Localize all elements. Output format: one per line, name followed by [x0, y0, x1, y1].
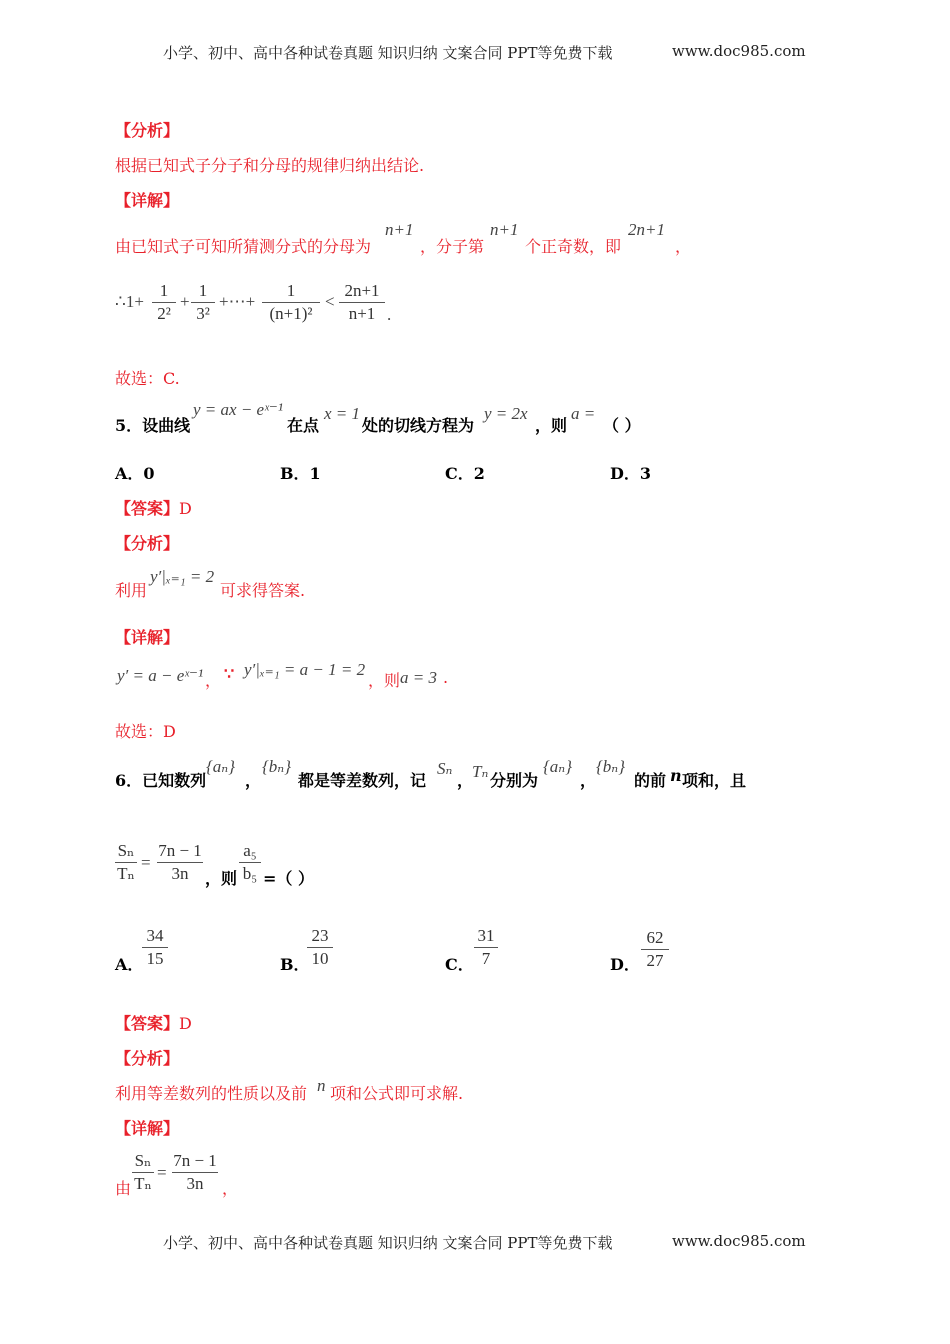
q6-analysis-n: n: [317, 1076, 326, 1095]
q5-detail-expr-2: y′|ₓ₌₁ = a − 1 = 2: [244, 660, 366, 679]
q6-detail-left-den: Tₙ: [134, 1174, 152, 1193]
q4-frac-3: [262, 281, 320, 324]
q4-frac-2-num: 1: [198, 281, 208, 300]
q6-detail-tag: 【详解】: [115, 1119, 180, 1138]
q4-frac-1-num: 1: [159, 281, 169, 300]
q6-option-b-frac: [307, 926, 333, 969]
q6-answer-value: D: [179, 1014, 192, 1033]
q5-option-b-letter: B．: [280, 464, 310, 483]
q5-then: ，则: [535, 416, 568, 435]
q6-detail-left-num: Sₙ: [134, 1151, 152, 1170]
q6-option-a-num: 34: [146, 926, 164, 945]
q4-ineq-lead: ∴1+: [115, 292, 144, 311]
q6-ratio-left-den: Tₙ: [117, 864, 135, 883]
q5-option-d-value: 3: [639, 464, 652, 483]
q6-option-c-letter: C．: [445, 955, 474, 974]
q6-analysis-pre: 利用等差数列的性质以及前: [115, 1084, 308, 1103]
q4-frac-4-num: 2n+1: [344, 281, 380, 300]
q6-text-2: 分别为: [490, 771, 539, 790]
q5-option-a-letter: A．: [115, 464, 144, 483]
q5-point: x = 1: [324, 404, 361, 423]
q4-ineq-lt: <: [325, 292, 335, 311]
q5-curve: y = ax − eˣ⁻¹: [193, 400, 283, 419]
q6-ratio-eq: =: [141, 853, 151, 872]
q6-option-b-den: 10: [311, 949, 329, 968]
q5-tangent-text: 处的切线方程为: [362, 416, 475, 435]
q6-detail-eq: =: [157, 1163, 167, 1182]
q5-at-point: 在点: [287, 416, 320, 435]
q6-ask-tail: =（ ）: [263, 869, 314, 888]
q4-detail-text-1: 由已知式子可知所猜测分式的分母为: [115, 237, 372, 256]
q6-number: 6．已知数列: [115, 771, 207, 790]
q5-detail-expr-3: a = 3: [400, 668, 437, 687]
q6-ratio-right-den: 3n: [171, 864, 189, 883]
header-site-link[interactable]: www.doc985.com: [672, 42, 806, 60]
q4-frac-4-den: n+1: [348, 304, 376, 323]
q6-then: ，则: [205, 869, 238, 888]
q6-text-1: 都是等差数列，记: [298, 771, 427, 790]
q6-option-c-den: 7: [481, 949, 491, 968]
q6-t-n: Tₙ: [472, 762, 489, 781]
q6-seq-b: {bₙ}: [262, 757, 291, 776]
q5-option-b[interactable]: [280, 461, 321, 484]
q6-detail-you: 由: [115, 1179, 132, 1198]
header-text: 小学、初中、高中各种试卷真题 知识归纳 文案合同 PPT等免费下载: [163, 44, 613, 62]
q6-option-b-letter: B．: [280, 955, 310, 974]
q6-option-d-den: 27: [646, 951, 664, 970]
q5-answer: [115, 496, 192, 519]
q5-detail-tag: 【详解】: [115, 628, 180, 647]
q4-expr-1: n+1: [385, 220, 414, 239]
q6-seq-a-2: {aₙ}: [543, 757, 572, 776]
q4-ineq-end: .: [387, 305, 392, 324]
q5-analysis-tag: 【分析】: [115, 534, 180, 553]
q4-frac-1: [152, 281, 176, 324]
q6-option-a-frac: [142, 926, 168, 969]
q6-text-3: 的前: [634, 771, 667, 790]
q5-answer-value: D: [179, 499, 192, 518]
q6-ratio-left-num: Sₙ: [117, 841, 135, 860]
q4-frac-1-den: 2²: [157, 304, 171, 323]
q5-analysis-post: 可求得答案.: [220, 581, 306, 600]
q4-detail-tag: 【详解】: [115, 191, 180, 210]
q5-analysis-pre: 利用: [115, 581, 148, 600]
q6-sep-3: ，: [580, 771, 597, 790]
q4-frac-4: [339, 281, 385, 324]
q6-seq-b-2: {bₙ}: [596, 757, 625, 776]
q4-ineq-dots: +⋯+: [219, 292, 256, 311]
q5-answer-tag: 【答案】: [115, 499, 180, 518]
q6-sep-2: ，: [457, 771, 474, 790]
q6-ask-num: a₅: [243, 841, 257, 860]
q6-ask-den: b₅: [242, 864, 258, 883]
q6-analysis-post: 项和公式即可求解.: [330, 1084, 464, 1103]
q4-detail-text-4: ，: [675, 237, 692, 256]
q6-detail-left: [132, 1151, 154, 1194]
q4-frac-3-num: 1: [286, 281, 296, 300]
q5-conclusion: 故选：D: [115, 722, 176, 741]
q6-option-c-frac: [474, 926, 498, 969]
q6-detail-right-num: 7n − 1: [173, 1151, 217, 1170]
q6-analysis-tag: 【分析】: [115, 1049, 180, 1068]
q6-option-a-letter: A．: [115, 955, 144, 974]
q5-option-c[interactable]: [445, 461, 485, 484]
q5-detail-expr-1: y′ = a − eˣ⁻¹: [117, 666, 204, 685]
q5-detail-period: .: [443, 668, 449, 687]
q4-frac-2: [191, 281, 215, 324]
footer-text: 小学、初中、高中各种试卷真题 知识归纳 文案合同 PPT等免费下载: [163, 1234, 613, 1252]
q6-option-b[interactable]: [280, 952, 310, 975]
q5-option-b-value: 1: [309, 464, 321, 483]
q6-option-d-letter: D．: [610, 955, 640, 974]
q5-option-c-value: 2: [473, 464, 485, 483]
q5-detail-then: ，则: [368, 671, 401, 690]
q5-option-d[interactable]: [610, 461, 651, 484]
q5-paren: （ ）: [603, 416, 641, 435]
q6-detail-comma: ，: [222, 1179, 239, 1198]
q5-option-d-letter: D．: [610, 464, 640, 483]
q6-answer-tag: 【答案】: [115, 1014, 180, 1033]
q6-ask-frac: [239, 841, 261, 884]
q5-because: ∵: [224, 664, 235, 683]
q6-text-4: 项和，且: [682, 771, 747, 790]
q6-sep-1: ，: [245, 771, 262, 790]
footer-site-link[interactable]: www.doc985.com: [672, 1232, 806, 1250]
q5-number: 5．设曲线: [115, 416, 191, 435]
q6-option-c[interactable]: [445, 952, 474, 975]
q6-option-d-num: 62: [646, 928, 664, 947]
q4-expr-3: 2n+1: [628, 220, 665, 239]
q5-ask: a =: [571, 404, 596, 423]
q5-detail-comma: ，: [205, 671, 222, 690]
q4-frac-3-den: (n+1)²: [269, 304, 313, 323]
q5-option-a[interactable]: [115, 461, 155, 484]
q6-answer: [115, 1011, 192, 1034]
q6-option-c-num: 31: [477, 926, 495, 945]
q6-option-a[interactable]: [115, 952, 143, 975]
q5-tangent: y = 2x: [484, 404, 528, 423]
q4-detail-text-2: ，分子第: [420, 237, 485, 256]
q5-analysis-expr: y′|ₓ₌₁ = 2: [150, 567, 215, 586]
q4-detail-text-3: 个正奇数，即: [525, 237, 622, 256]
q4-ineq-plus: +: [180, 292, 190, 311]
q6-option-b-num: 23: [311, 926, 329, 945]
q6-ratio-left: [115, 841, 137, 884]
q6-ratio-right-num: 7n − 1: [158, 841, 202, 860]
q6-seq-a: {aₙ}: [206, 757, 235, 776]
q6-detail-right: [172, 1151, 218, 1194]
q4-expr-2: n+1: [490, 220, 519, 239]
q4-analysis-tag: 【分析】: [115, 121, 180, 140]
q6-ratio-right: [157, 841, 203, 884]
q6-n-var: n: [670, 766, 682, 785]
q5-option-c-letter: C．: [445, 464, 474, 483]
q6-detail-right-den: 3n: [186, 1174, 204, 1193]
q5-option-a-value: 0: [143, 464, 155, 483]
q4-analysis-text: 根据已知式子分子和分母的规律归纳出结论.: [115, 156, 425, 175]
q6-option-d[interactable]: [610, 952, 640, 975]
q4-conclusion: 故选：C.: [115, 369, 180, 388]
q6-option-d-frac: [641, 928, 669, 971]
q6-option-a-den: 15: [146, 949, 164, 968]
q6-s-n: Sₙ: [437, 759, 453, 778]
q4-frac-2-den: 3²: [196, 304, 210, 323]
